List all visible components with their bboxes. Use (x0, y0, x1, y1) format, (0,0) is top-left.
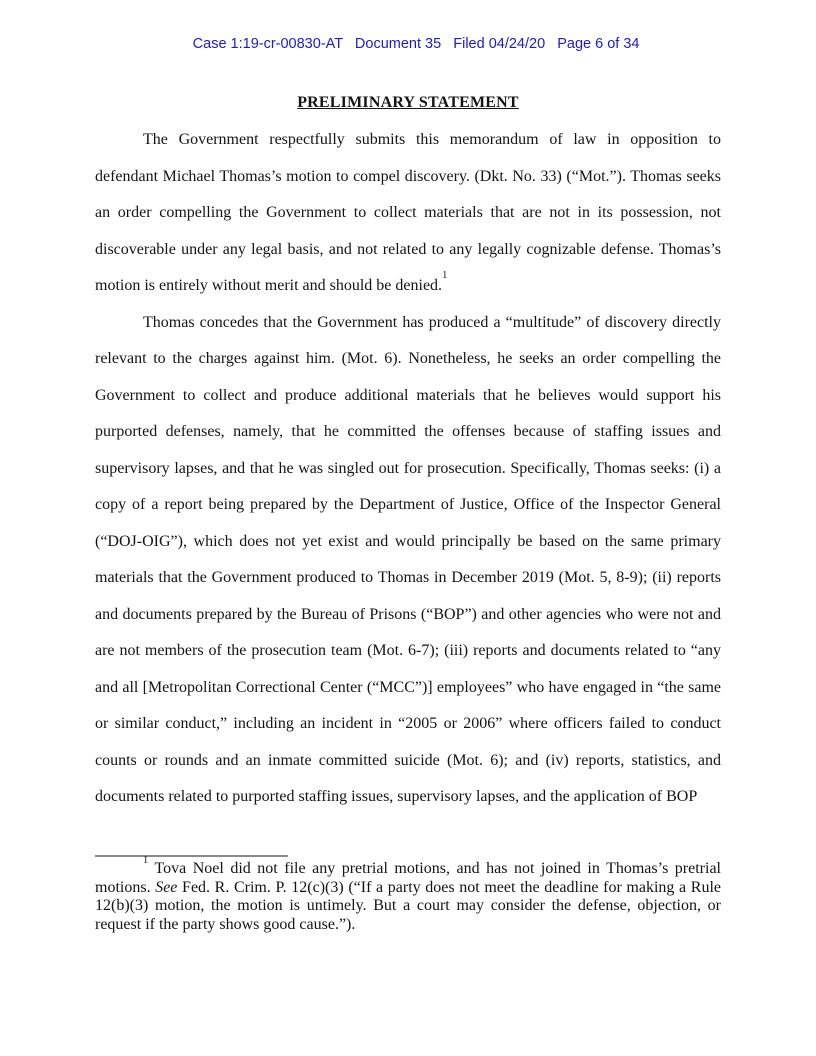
page-title: PRELIMINARY STATEMENT (297, 94, 519, 111)
paragraph-1-text: The Government respectfully submits this memorandum of law in opposition to defendant Michael Thomas’s motion to compel discovery. (Dkt. No. 33) (“Mot.”). Thomas seeks an order compelling the Government to collect materials that are not in its possession, not discoverable under any legal basis, and not related to any legally cognizable defense. Thomas’s motion is entirely without merit and should be denied. (95, 131, 721, 294)
footnote-1-see-signal: See (155, 878, 178, 896)
footnote-area (95, 855, 721, 934)
footnote-reference-1: 1 (442, 269, 448, 281)
case-stamp-header (0, 19, 816, 70)
footnote-separator-line (95, 855, 288, 857)
footnote-1-text-before-citation: Tova Noel did not file any pretrial motions, and has not joined in Thomas’s pretrial motions. (95, 860, 721, 896)
paragraph-2-text: Thomas concedes that the Government has produced a “multitude” of discovery directly relevant to the charges against him. (Mot. 6). Nonetheless, he seeks an order compelling the Government to collect and produce additional materials that he believes would support his purported defenses, namely, that he committed the offenses because of staffing issues and supervisory lapses, and that he was singled out for prosecution. Specifically, Thomas seeks: (i) a copy of a report being prepared by the Department of Justice, Office of the Inspector General (“DOJ-OIG”), which does not yet exist and would principally be based on the same primary materials that the Government produced to Thomas in December 2019 (Mot. 5, 8-9); (ii) reports and documents prepared by the Bureau of Prisons (“BOP”) and other agencies who were not and are not members of the prosecution team (Mot. 6-7); (iii) reports and documents related to “any and all [Metropolitan Correctional Center (“MCC”)] employees” who have engaged in “the same or similar conduct,” including an incident in “2005 or 2006” where officers failed to conduct counts or rounds and an inmate committed suicide (Mot. 6); and (iv) reports, statistics, and documents related to purported staffing issues, supervisory lapses, and the application of BOP (95, 313, 721, 805)
paragraph-2 (95, 305, 721, 816)
footnote-1-marker: 1 (143, 854, 149, 866)
footnote-1-text-after-citation: Fed. R. Crim. P. 12(c)(3) (“If a party does not meet the deadline for making a Rule 12(b)(3) motion, the motion is untimely. But a court may consider the defense, objection, or request if the party shows good cause.”). (95, 878, 721, 933)
page-content (95, 93, 721, 816)
case-stamp-text: Case 1:19-cr-00830-AT Document 35 Filed 04/24/20 Page 6 of 34 (192, 36, 640, 52)
paragraph-1 (95, 122, 721, 305)
footnote-1 (95, 854, 721, 934)
